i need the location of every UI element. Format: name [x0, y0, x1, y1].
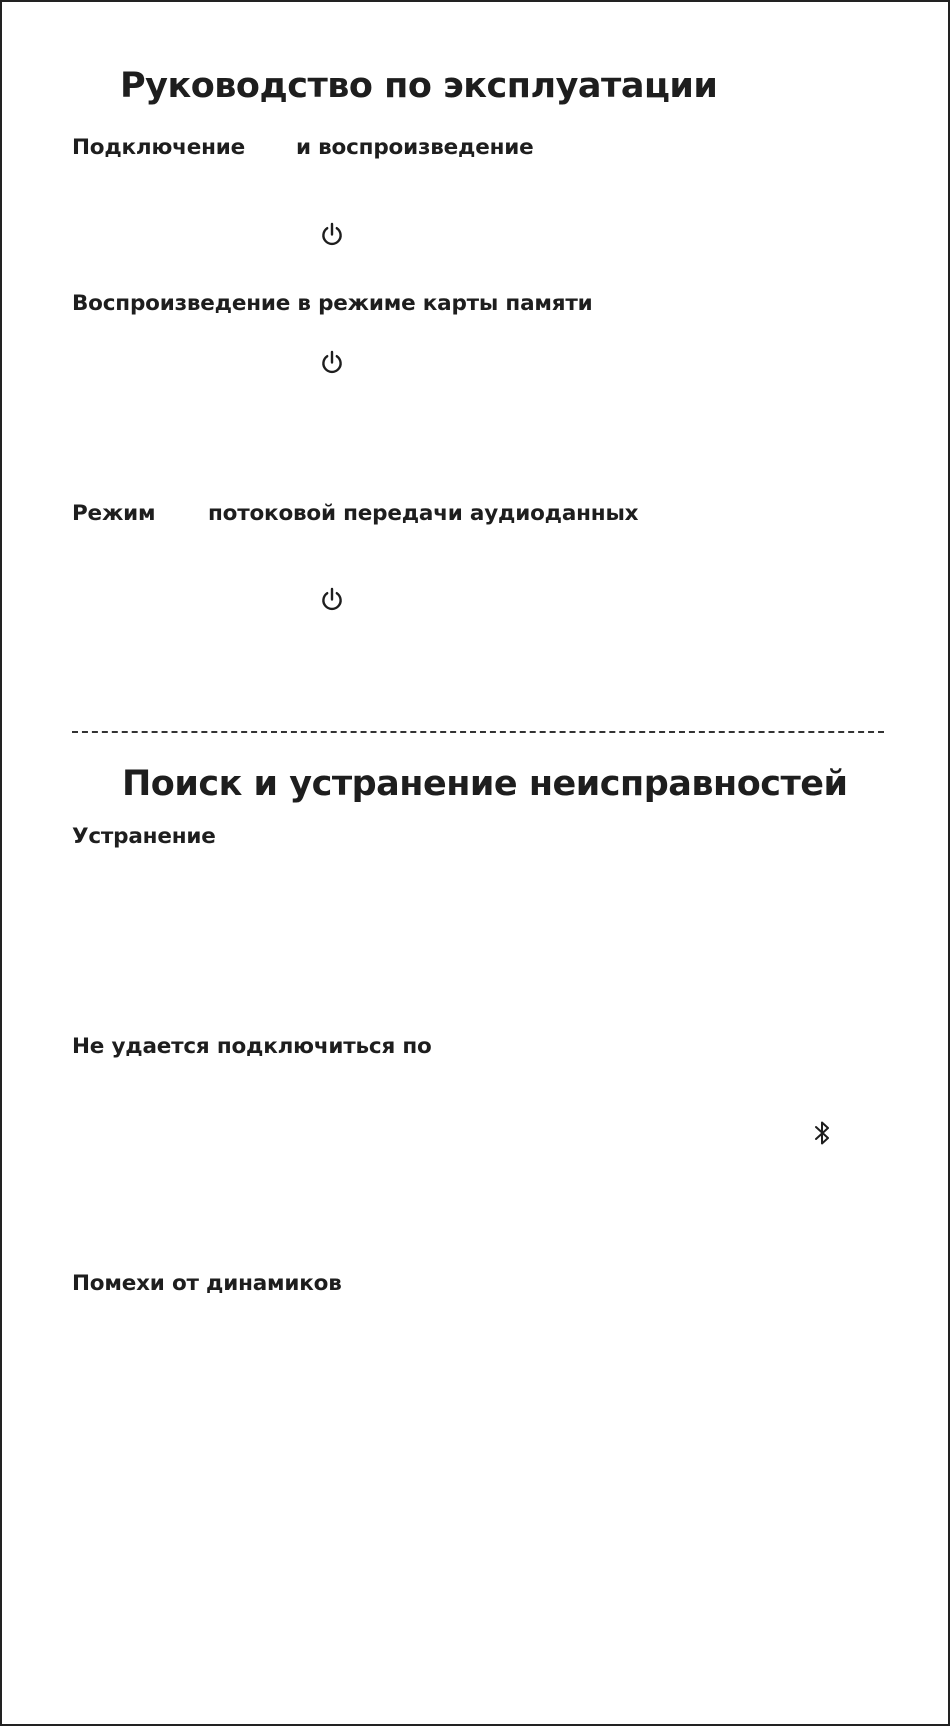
streaming-heading-part1: Режим — [72, 501, 156, 526]
manual-title: Руководство по эксплуатации — [120, 66, 718, 106]
power-icon — [320, 222, 344, 248]
power-icon — [320, 350, 344, 376]
cannot-connect-heading: Не удается подключиться по — [72, 1034, 432, 1059]
section-divider — [72, 731, 884, 733]
troubleshooting-title: Поиск и устранение неисправностей — [122, 764, 848, 804]
connection-heading-part1: Подключение — [72, 135, 246, 160]
streaming-heading-part2: потоковой передачи аудиоданных — [208, 501, 639, 526]
memory-card-heading: Воспроизведение в режиме карты памяти — [72, 291, 593, 316]
speaker-noise-heading: Помехи от динамиков — [72, 1271, 342, 1296]
bluetooth-icon — [813, 1119, 833, 1147]
remedy-heading: Устранение — [72, 824, 216, 849]
power-icon — [320, 587, 344, 613]
connection-heading-part2: и воспроизведение — [296, 135, 534, 160]
